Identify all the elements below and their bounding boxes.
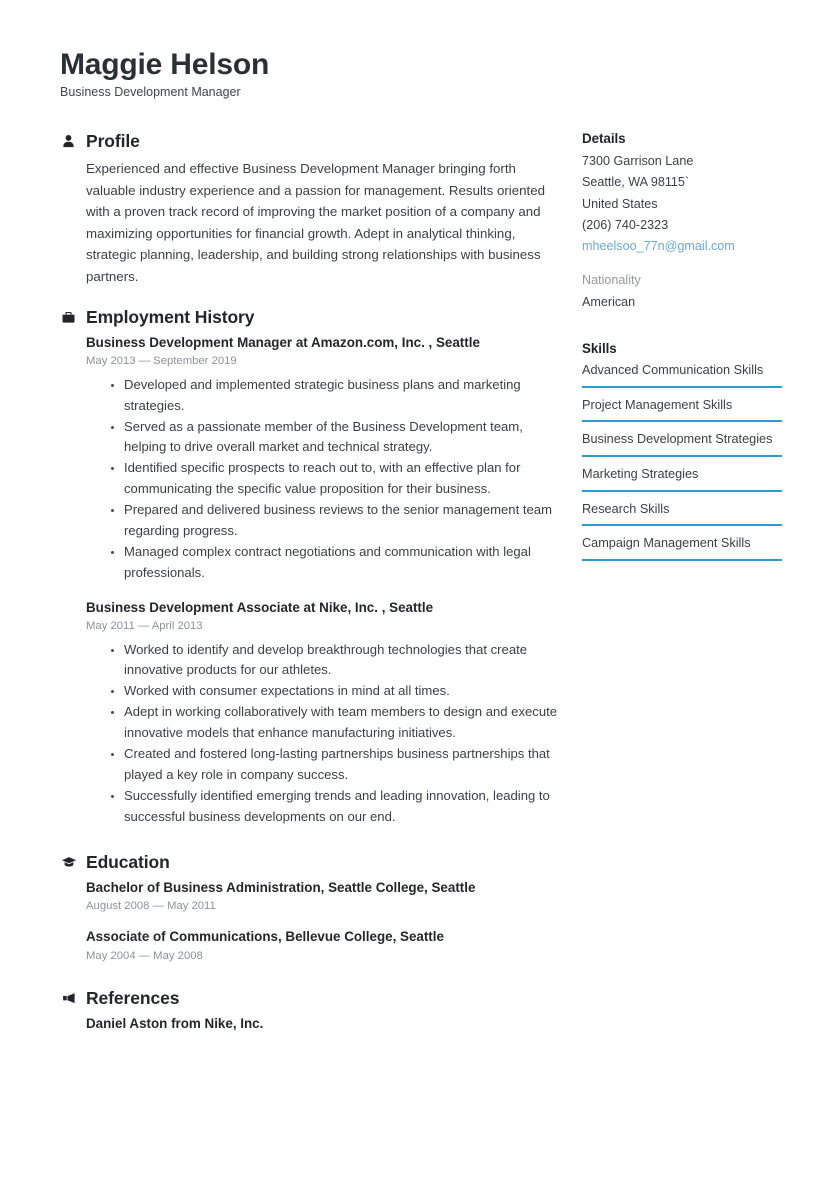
- detail-phone: (206) 740-2323: [582, 217, 669, 232]
- detail-address-country: United States: [582, 196, 658, 211]
- education-entry-date: May 2004 — May 2008: [86, 949, 203, 962]
- candidate-job-title: Business Development Manager: [60, 84, 241, 99]
- bullet-item: Worked to identify and develop breakthrough technologies that create innovative products for our athletes.: [111, 640, 560, 682]
- skill-name: Advanced Communication Skills: [582, 362, 764, 377]
- section-employment-history: [60, 307, 560, 828]
- skill-item: [582, 534, 782, 561]
- sidebar-title-details: Details: [582, 131, 626, 146]
- detail-address-street: 7300 Garrison Lane: [582, 154, 694, 168]
- employment-entry-bullets: [86, 640, 560, 828]
- detail-nationality-label: Nationality: [582, 273, 641, 288]
- skill-name: Marketing Strategies: [582, 467, 699, 482]
- megaphone-icon: [60, 990, 77, 1007]
- employment-entry-date: May 2011 — April 2013: [86, 620, 203, 633]
- education-entry-date: August 2008 — May 2011: [86, 900, 216, 913]
- employment-entry-title: Business Development Associate at Nike, Inc. , Seattle: [86, 600, 434, 616]
- profile-text: Experienced and effective Business Development Manager bringing forth valuable industry experience and a passion for management. Results oriented with a proven track record of improving the market position of a company and maximizing opportunities for financial growth. Adept in analytical thinking, strategic planning, leadership, and building strong relationships with business partners.: [86, 161, 546, 284]
- bullet-item: Worked with consumer expectations in mind at all times.: [111, 681, 560, 702]
- employment-entry: [86, 334, 560, 584]
- section-education: [60, 852, 560, 964]
- detail-nationality-value: American: [582, 294, 636, 309]
- section-header-employment: [60, 307, 560, 328]
- skill-name: Business Development Strategies: [582, 432, 773, 447]
- sidebar-details-block: [582, 131, 782, 313]
- skill-item: [582, 500, 782, 527]
- education-entry-title: Bachelor of Business Administration, Seattle College, Seattle: [86, 879, 476, 895]
- section-title-education: Education: [86, 851, 170, 872]
- skill-item: [582, 430, 782, 457]
- bullet-item: Created and fostered long-lasting partnerships business partnerships that played a key role in company success.: [111, 744, 560, 786]
- skill-item: [582, 396, 782, 423]
- education-body: [60, 879, 560, 964]
- briefcase-icon: [60, 309, 77, 326]
- section-profile: [60, 131, 560, 287]
- employment-entry-date: May 2013 — September 2019: [86, 355, 237, 368]
- skill-item: [582, 465, 782, 492]
- education-entry: [86, 879, 560, 914]
- section-header-profile: [60, 131, 560, 152]
- skill-item: [582, 361, 782, 388]
- references-body: [60, 1015, 560, 1033]
- profile-body: [60, 158, 560, 287]
- skill-name: Project Management Skills: [582, 397, 733, 412]
- bullet-item: Prepared and delivered business reviews to the senior management team regarding progress.: [111, 500, 560, 542]
- sidebar-column: [582, 131, 782, 583]
- sidebar-title-skills: Skills: [582, 340, 617, 356]
- detail-address-city: Seattle, WA 98115`: [582, 175, 690, 190]
- employment-entry: [86, 599, 560, 828]
- user-icon: [60, 133, 77, 150]
- bullet-item: Successfully identified emerging trends and leading innovation, leading to successful business developments on our end.: [111, 786, 560, 828]
- bullet-item: Served as a passionate member of the Business Development team, helping to drive overall market and technical strategy.: [111, 417, 560, 459]
- employment-entry-bullets: [86, 375, 560, 584]
- resume-header: [60, 48, 580, 100]
- education-entry-title: Associate of Communications, Bellevue College, Seattle: [86, 929, 444, 945]
- section-title-employment: Employment History: [86, 307, 255, 328]
- bullet-item: Identified specific prospects to reach out to, with an effective plan for communicating the specific value proposition for their business.: [111, 458, 560, 500]
- section-header-references: [60, 988, 560, 1009]
- detail-email-link[interactable]: mheelsoo_77n@gmail.com: [582, 239, 735, 254]
- section-title-references: References: [86, 987, 180, 1008]
- bullet-item: Adept in working collaboratively with team members to design and execute innovative models that enhance manufacturing initiatives.: [111, 702, 560, 744]
- education-entry: [86, 928, 560, 963]
- sidebar-skills-block: [582, 341, 782, 561]
- graduation-cap-icon: [60, 854, 77, 871]
- skill-name: Campaign Management Skills: [582, 536, 751, 551]
- section-title-profile: Profile: [86, 131, 140, 151]
- section-references: [60, 988, 560, 1033]
- section-header-education: [60, 852, 560, 873]
- employment-entry-title: Business Development Manager at Amazon.com, Inc. , Seattle: [86, 335, 480, 351]
- main-column: [60, 131, 560, 1053]
- skill-name: Research Skills: [582, 501, 670, 516]
- candidate-name: Maggie Helson: [60, 48, 270, 81]
- bullet-item: Managed complex contract negotiations and communication with legal professionals.: [111, 542, 560, 584]
- reference-entry-title: Daniel Aston from Nike, Inc.: [86, 1015, 264, 1031]
- bullet-item: Developed and implemented strategic business plans and marketing strategies.: [111, 375, 560, 417]
- employment-body: [60, 334, 560, 828]
